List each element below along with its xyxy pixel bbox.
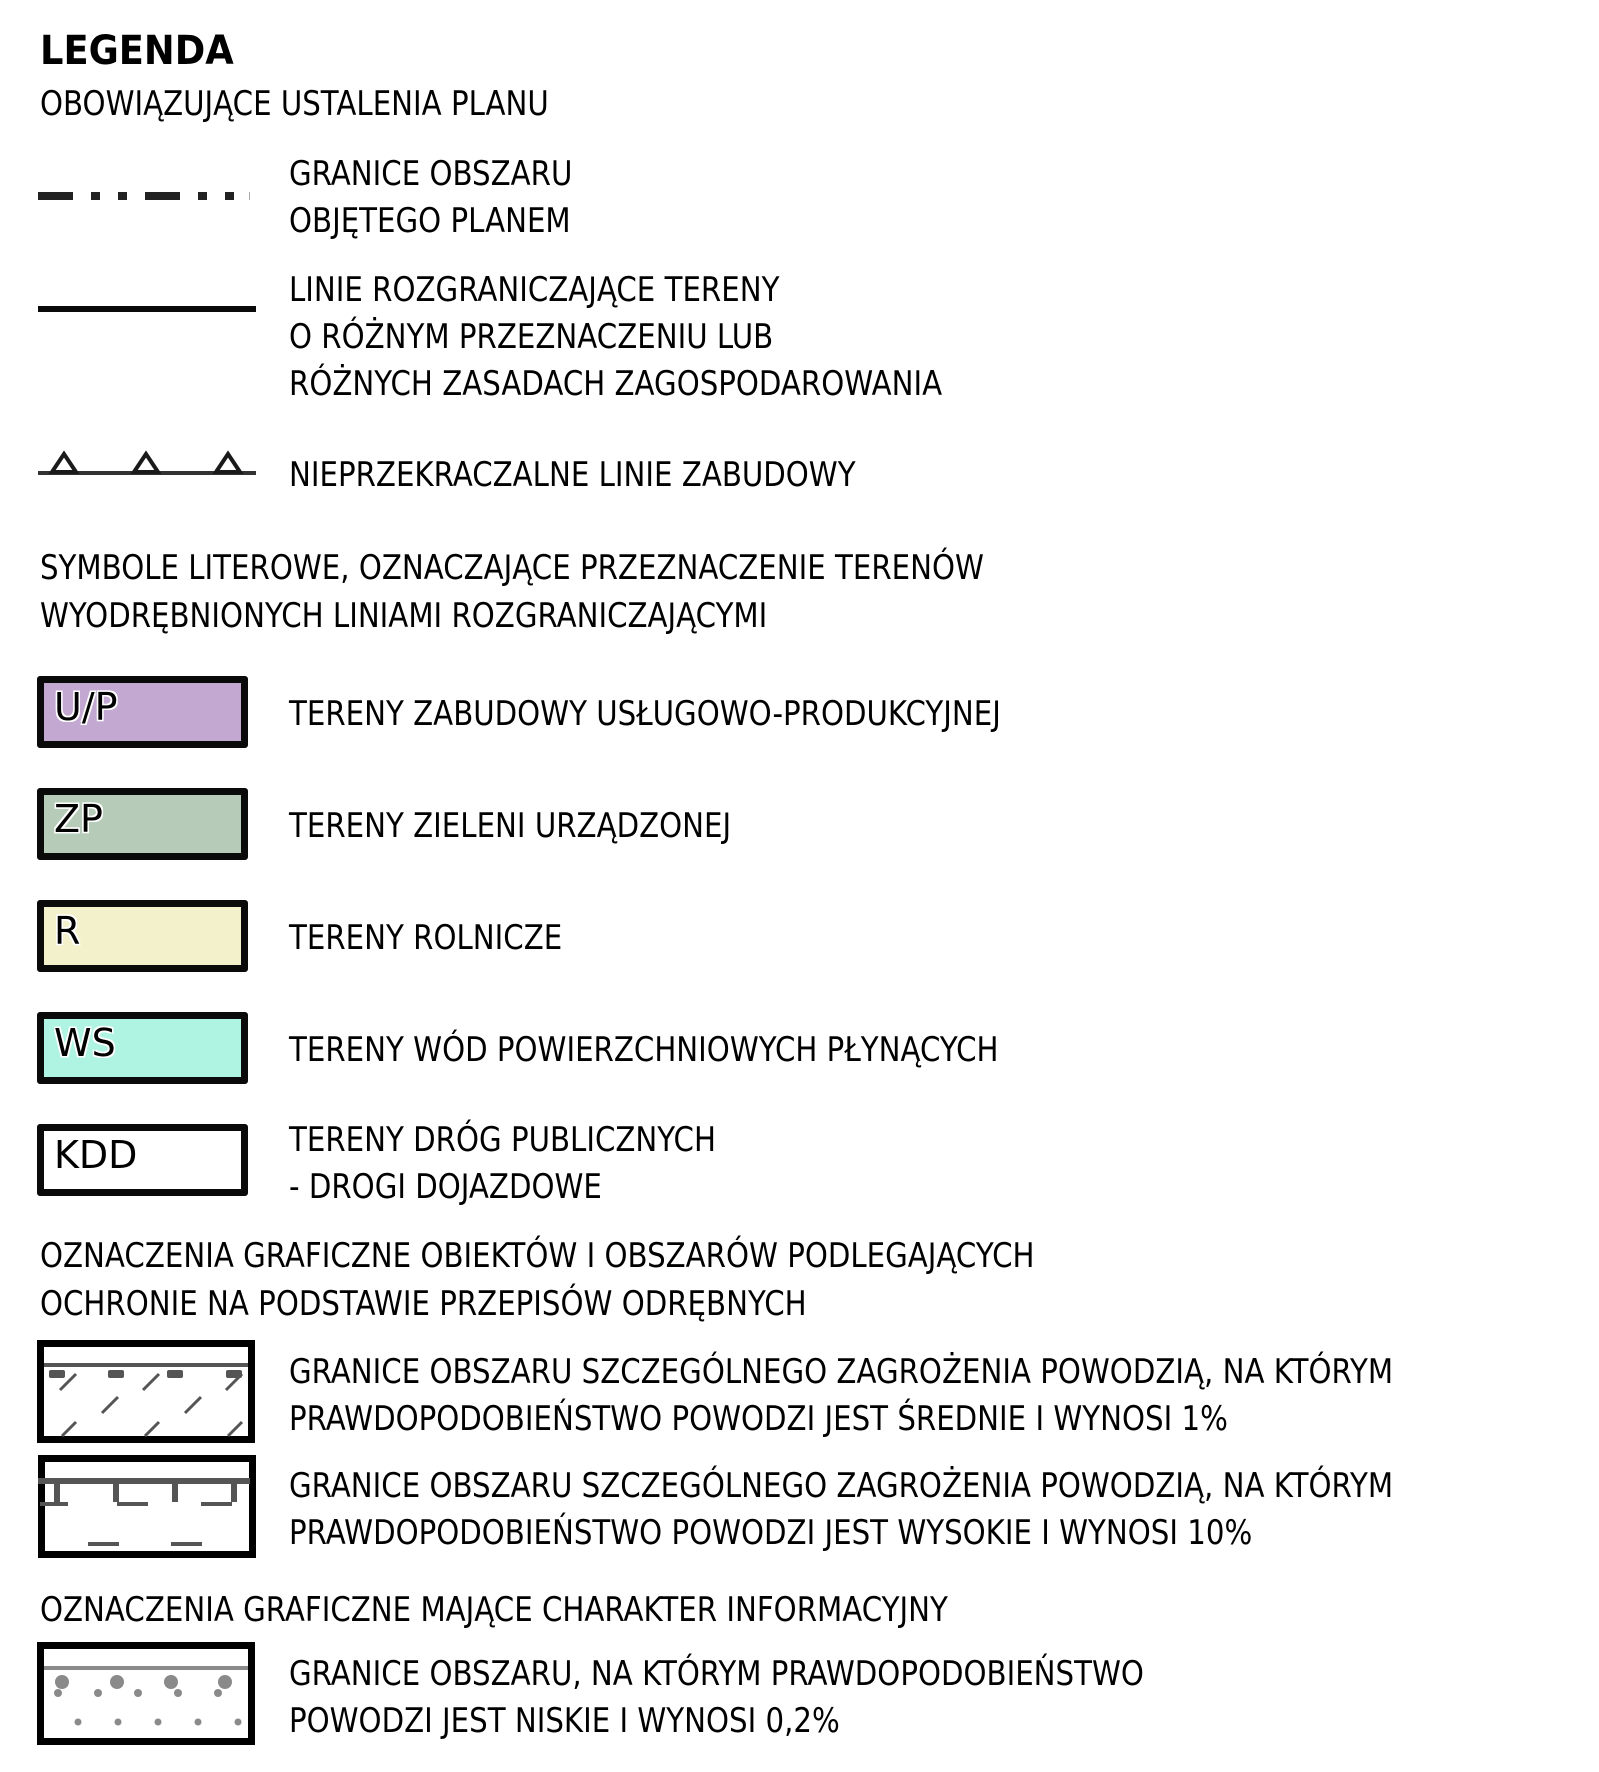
legend-item-text [289, 1117, 716, 1211]
item-line: RÓŻNYCH ZASADACH ZAGOSPODAROWANIA [289, 364, 943, 404]
legend-item-text [289, 1651, 1144, 1745]
item-line: OBJĘTEGO PLANEM [289, 201, 571, 241]
item-line: GRANICE OBSZARU SZCZEGÓLNEGO ZAGROŻENIA POWODZIĄ, NA KTÓRYM [289, 1352, 1394, 1392]
legend-item-text [289, 1027, 999, 1074]
heading-line: OCHRONIE NA PODSTAWIE PRZEPISÓW ODRĘBNYCH [40, 1284, 807, 1324]
item-line: GRANICE OBSZARU, NA KTÓRYM PRAWDOPODOBIEŃSTWO [289, 1654, 1144, 1694]
solid-line-icon [38, 306, 256, 314]
item-line: TERENY WÓD POWIERZCHNIOWYCH PŁYNĄCYCH [289, 1030, 999, 1070]
heading-line: WYODRĘBNIONYCH LINIAMI ROZGRANICZAJĄCYMI [40, 596, 768, 636]
legend-item-text [289, 1349, 1393, 1443]
flood-10-percent-hatch-icon [38, 1455, 258, 1559]
item-line: LINIE ROZGRANICZAJĄCE TERENY [289, 270, 780, 310]
dash-dot-dot-line-icon [38, 192, 250, 204]
section-heading-info: OZNACZENIA GRAFICZNE MAJĄCE CHARAKTER INFORMACYJNY [40, 1590, 948, 1630]
symbol-code: WS [54, 1021, 116, 1065]
item-line: TERENY DRÓG PUBLICZNYCH [289, 1120, 716, 1160]
section-heading-protection [40, 1232, 1034, 1328]
item-line: TERENY ZABUDOWY USŁUGOWO-PRODUKCYJNEJ [289, 694, 1001, 734]
item-line: - DROGI DOJAZDOWE [289, 1167, 602, 1207]
item-line: PRAWDOPODOBIEŃSTWO POWODZI JEST WYSOKIE I WYNOSI 10% [289, 1513, 1253, 1553]
legend-item-text [289, 267, 942, 408]
flood-1-percent-hatch-icon [37, 1340, 257, 1444]
flood-0-2-percent-dots-icon [37, 1642, 257, 1746]
section-heading-symbols [40, 544, 984, 640]
heading-line: OZNACZENIA GRAFICZNE OBIEKTÓW I OBSZARÓW PODLEGAJĄCYCH [40, 1236, 1035, 1276]
symbol-swatch-up [37, 676, 248, 748]
legend-item-text [289, 1463, 1393, 1557]
legend-item-text [289, 151, 572, 245]
legend-item-text [289, 915, 562, 962]
legend-item-text [289, 691, 1001, 738]
heading-line: SYMBOLE LITEROWE, OZNACZAJĄCE PRZEZNACZENIE TERENÓW [40, 548, 984, 588]
legend-item-text [289, 803, 731, 850]
triangle-line-icon [38, 450, 256, 478]
item-line: TERENY ZIELENI URZĄDZONEJ [289, 806, 732, 846]
symbol-swatch-ws [37, 1012, 248, 1084]
symbol-swatch-zp [37, 788, 248, 860]
legend-title: LEGENDA [40, 28, 234, 74]
symbol-code: KDD [54, 1133, 138, 1177]
legend-item-text [289, 452, 856, 499]
symbol-code: ZP [54, 797, 103, 841]
item-line: O RÓŻNYM PRZEZNACZENIU LUB [289, 317, 774, 357]
item-line: TERENY ROLNICZE [289, 918, 563, 958]
item-line: GRANICE OBSZARU [289, 154, 573, 194]
symbol-code: R [54, 909, 81, 953]
item-line: PRAWDOPODOBIEŃSTWO POWODZI JEST ŚREDNIE I WYNOSI 1% [289, 1399, 1228, 1439]
item-line: GRANICE OBSZARU SZCZEGÓLNEGO ZAGROŻENIA POWODZIĄ, NA KTÓRYM [289, 1466, 1394, 1506]
item-line: POWODZI JEST NISKIE I WYNOSI 0,2% [289, 1701, 840, 1741]
section-heading-binding: OBOWIĄZUJĄCE USTALENIA PLANU [40, 84, 549, 124]
symbol-swatch-r [37, 900, 248, 972]
symbol-code: U/P [54, 685, 118, 729]
symbol-swatch-kdd [37, 1124, 248, 1196]
item-line: NIEPRZEKRACZALNE LINIE ZABUDOWY [289, 455, 856, 495]
